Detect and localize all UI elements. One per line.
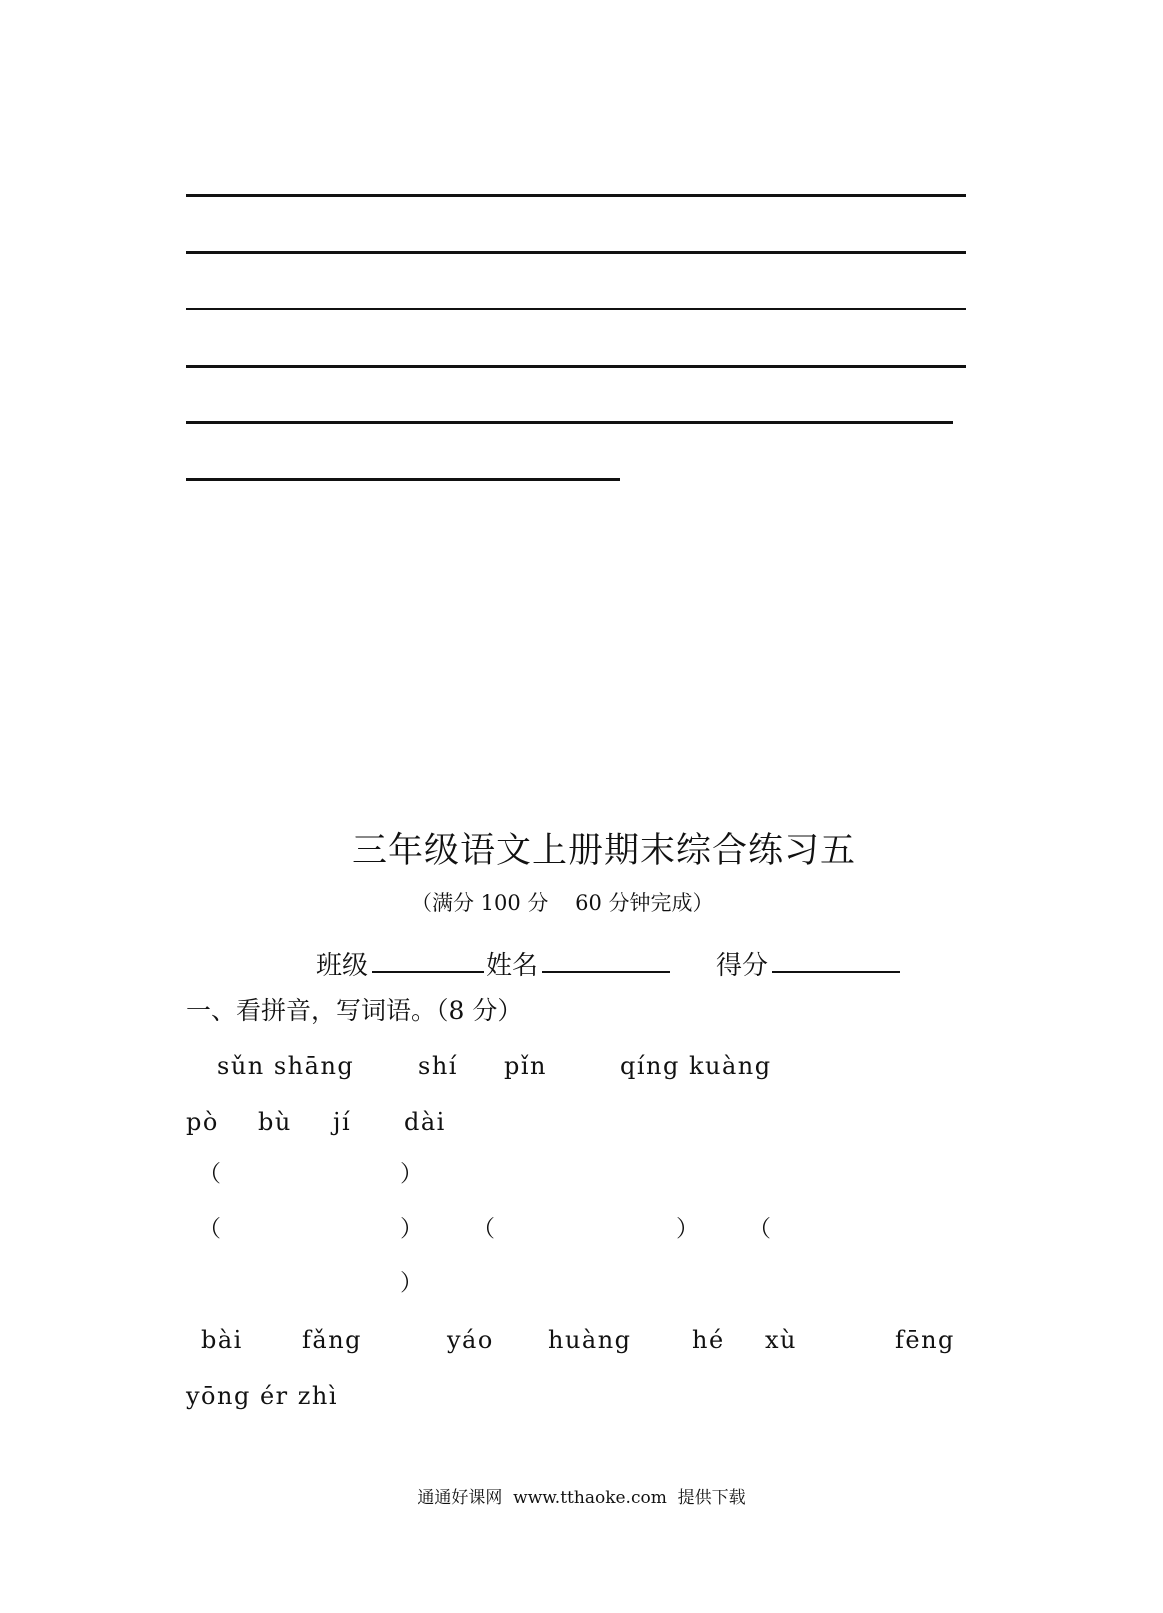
writing-line-4 [186,365,966,368]
answer-paren-open: （ [198,1216,221,1242]
pinyin-yong-er-zhi: yōng ér zhì [186,1382,339,1410]
writing-line-3 [186,308,966,310]
pinyin-pin: pǐn [504,1052,547,1080]
pinyin-dai: dài [404,1108,446,1136]
pinyin-qing-kuang: qíng kuàng [620,1052,772,1080]
page-footer: 通通好课网 www.tthaoke.com 提供下载 [417,1488,746,1508]
writing-line-6 [186,478,620,481]
pinyin-huang: huàng [548,1326,632,1354]
answer-paren-close: ） [400,1270,423,1296]
pinyin-bu: bù [258,1108,292,1136]
pinyin-yao: yáo [447,1326,494,1354]
answer-paren-open: （ [748,1216,771,1242]
pinyin-bai: bài [201,1326,243,1354]
pinyin-xu: xù [765,1326,797,1354]
section-1-heading: 一、看拼音，写词语。（8 分） [186,996,523,1025]
answer-paren-close: ） [400,1161,423,1187]
pinyin-shi: shí [418,1052,458,1080]
name-label: 姓名 [486,951,539,981]
pinyin-ji: jí [333,1108,352,1136]
page-subtitle: （满分 100 分 60 分钟完成） [411,891,714,915]
answer-paren-close: ） [676,1216,699,1242]
pinyin-po: pò [186,1108,219,1136]
student-info-row [316,945,916,979]
score-label: 得分 [716,951,769,981]
pinyin-feng: fēng [895,1326,955,1354]
writing-line-1 [186,194,966,197]
pinyin-he: hé [692,1326,725,1354]
answer-paren-open: （ [198,1161,221,1187]
writing-line-2 [186,251,966,254]
writing-line-5 [186,421,953,424]
answer-paren-open: （ [472,1216,495,1242]
pinyin-sun-shang: sǔn shāng [217,1052,355,1080]
class-label: 班级 [316,951,369,981]
pinyin-fang: fǎng [302,1326,363,1354]
page-title: 三年级语文上册期末综合练习五 [352,831,857,871]
answer-paren-close: ） [400,1216,423,1242]
